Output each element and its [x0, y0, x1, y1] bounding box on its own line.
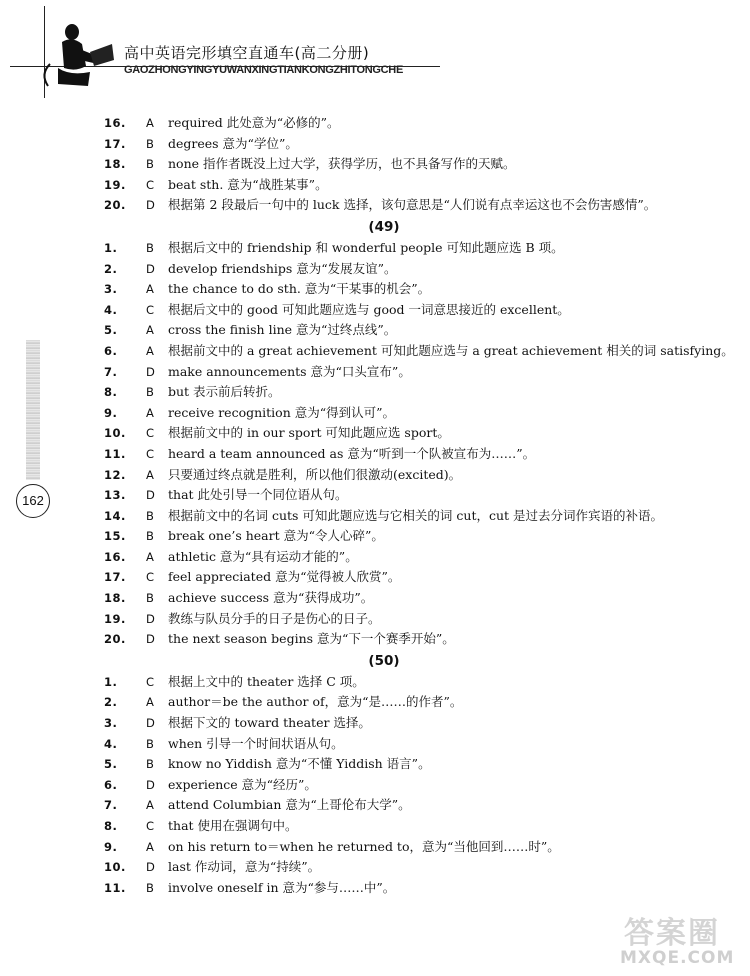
section-heading-50: (50) [368, 652, 400, 669]
answer-number: 3. [104, 282, 118, 297]
answer-explanation: break one’s heart 意为“令人心碎”。 [168, 528, 384, 544]
answer-choice: D [146, 716, 155, 731]
answer-choice: A [146, 798, 154, 813]
answer-row [104, 113, 704, 134]
answer-explanation: that 此处引导一个同位语从句。 [168, 487, 348, 503]
answer-row [104, 154, 704, 175]
answer-explanation: 根据后文中的 good 可知此题应选与 good 一词意思接近的 excellent。 [168, 301, 570, 317]
answer-explanation: the next season begins 意为“下一个赛季开始”。 [168, 631, 455, 647]
answer-explanation: 根据下文的 toward theater 选择。 [168, 715, 371, 731]
reader-silhouette-logo [28, 16, 120, 94]
answer-explanation: beat sth. 意为“战胜某事”。 [168, 176, 328, 192]
answer-number: 19. [104, 611, 126, 626]
answer-explanation: on his return to＝when he returned to，意为“当他回到……时”。 [168, 838, 560, 854]
answer-choice: B [146, 157, 154, 172]
answer-row [104, 754, 704, 775]
answer-number: 9. [104, 839, 118, 854]
page-number: 162 [16, 484, 50, 518]
answer-number: 12. [104, 467, 126, 482]
answer-choice: D [146, 611, 155, 626]
answer-block-50 [104, 672, 704, 899]
answer-choice: A [146, 116, 154, 130]
answer-number: 6. [104, 777, 118, 792]
answer-number: 8. [104, 385, 118, 400]
answer-number: 11. [104, 880, 126, 895]
answer-row [104, 175, 704, 196]
answer-row [104, 713, 704, 734]
answer-choice: A [146, 549, 154, 564]
answer-row [104, 485, 704, 506]
answer-row [104, 857, 704, 878]
answer-choice: A [146, 343, 154, 358]
answer-row [104, 609, 704, 630]
answer-choice: C [146, 302, 155, 317]
answer-explanation: required 此处意为“必修的”。 [168, 115, 340, 130]
answer-number: 1. [104, 674, 118, 689]
answer-number: 9. [104, 405, 118, 420]
answer-explanation: none 指作者既没上过大学，获得学历，也不具备写作的天赋。 [168, 156, 516, 172]
answer-row [104, 734, 704, 755]
answer-explanation: 根据前文中的 a great achievement 可知此题应选与 a great achievement 相关的词 satisfying。 [168, 342, 734, 358]
answer-explanation: 只要通过终点就是胜利，所以他们很激动(excited)。 [168, 466, 462, 482]
answer-explanation: degrees 意为“学位”。 [168, 135, 298, 151]
answer-key-content [104, 113, 734, 898]
answer-choice: B [146, 757, 154, 772]
answer-row [104, 878, 704, 899]
answer-explanation: feel appreciated 意为“觉得被人欣赏”。 [168, 569, 401, 585]
answer-number: 5. [104, 757, 118, 772]
answer-row [104, 382, 704, 403]
answer-explanation: know no Yiddish 意为“不懂 Yiddish 语言”。 [168, 756, 431, 772]
answer-block-49 [104, 238, 734, 650]
answer-explanation: when 引导一个时间状语从句。 [168, 735, 344, 751]
answer-choice: D [146, 488, 155, 503]
watermark-url-text: MXQE.COM [620, 948, 735, 968]
answer-number: 20. [104, 198, 126, 213]
answer-choice: B [146, 385, 154, 400]
answer-number: 6. [104, 343, 118, 358]
answer-row [104, 816, 704, 837]
answer-number: 3. [104, 716, 118, 731]
answer-row [104, 444, 704, 465]
answer-number: 8. [104, 819, 118, 833]
section-heading-49: (49) [368, 218, 400, 235]
answer-explanation: but 表示前后转折。 [168, 384, 281, 400]
answer-choice: B [146, 240, 154, 255]
answer-choice: B [146, 136, 154, 151]
answer-explanation: 根据后文中的 friendship 和 wonderful people 可知此题应选 B 项。 [168, 239, 564, 255]
answer-number: 7. [104, 364, 118, 379]
answer-explanation: cross the finish line 意为“过终点线”。 [168, 322, 397, 338]
answer-row [104, 195, 704, 216]
answer-choice: D [146, 632, 155, 647]
answer-row [104, 238, 704, 259]
answer-choice: C [146, 446, 155, 461]
answer-number: 4. [104, 736, 118, 751]
answer-number: 16. [104, 116, 126, 130]
answer-number: 11. [104, 446, 126, 461]
answer-number: 17. [104, 136, 126, 151]
answer-number: 5. [104, 323, 118, 338]
answer-number: 20. [104, 632, 126, 647]
answer-row [104, 506, 704, 527]
answer-explanation: make announcements 意为“口头宣布”。 [168, 363, 411, 379]
answer-explanation: receive recognition 意为“得到认可”。 [168, 404, 396, 420]
answer-choice: B [146, 736, 154, 751]
answer-row [104, 320, 704, 341]
answer-explanation: achieve success 意为“获得成功”。 [168, 590, 374, 606]
answer-row [104, 465, 704, 486]
answer-choice: A [146, 695, 154, 710]
answer-choice: C [146, 674, 155, 689]
book-title-pinyin: GAOZHONGYINGYUWANXINGTIANKONGZHITONGCHE [124, 64, 403, 76]
answer-explanation: athletic 意为“具有运动才能的”。 [168, 548, 358, 564]
answer-explanation: that 使用在强调句中。 [168, 818, 298, 833]
answer-choice: C [146, 426, 155, 441]
answer-choice: A [146, 323, 154, 338]
answer-choice: A [146, 839, 154, 854]
answer-explanation: involve oneself in 意为“参与……中”。 [168, 879, 396, 895]
binding-edge-strip [26, 340, 40, 480]
answer-choice: D [146, 364, 155, 379]
answer-choice: C [146, 177, 155, 192]
answer-row [104, 547, 704, 568]
answer-row [104, 775, 704, 796]
answer-explanation: last 作动词，意为“持续”。 [168, 859, 321, 875]
answer-row [104, 362, 704, 383]
answer-choice: B [146, 508, 154, 523]
answer-explanation: 根据前文中的名词 cuts 可知此题应选与它相关的词 cut，cut 是过去分词作宾语的补语。 [168, 507, 664, 523]
answer-row [104, 134, 704, 155]
answer-explanation: 根据前文中的 in our sport 可知此题应选 sport。 [168, 425, 450, 441]
answer-explanation: develop friendships 意为“发展友谊”。 [168, 260, 397, 276]
answer-number: 1. [104, 240, 118, 255]
answer-choice: A [146, 405, 154, 420]
answer-number: 14. [104, 508, 126, 523]
answer-row [104, 423, 704, 444]
answer-row [104, 403, 704, 424]
answer-block-previous [104, 113, 704, 216]
answer-explanation: attend Columbian 意为“上哥伦布大学”。 [168, 797, 411, 813]
answer-number: 10. [104, 860, 126, 875]
answer-choice: A [146, 282, 154, 297]
answer-row [104, 795, 704, 816]
answer-explanation: the chance to do sth. 意为“干某事的机会”。 [168, 281, 431, 297]
answer-explanation: 教练与队员分手的日子是伤心的日子。 [168, 610, 381, 626]
answer-row [104, 526, 704, 547]
answer-explanation: experience 意为“经历”。 [168, 776, 317, 792]
answer-choice: C [146, 570, 155, 585]
answer-choice: D [146, 777, 155, 792]
answer-number: 2. [104, 261, 118, 276]
answer-row [104, 588, 704, 609]
answer-row [104, 629, 704, 650]
answer-row [104, 300, 704, 321]
answer-explanation: 根据上文中的 theater 选择 C 项。 [168, 673, 365, 689]
answer-number: 18. [104, 157, 126, 172]
answer-choice: B [146, 880, 154, 895]
answer-number: 17. [104, 570, 126, 585]
answer-number: 19. [104, 177, 126, 192]
answer-number: 2. [104, 695, 118, 710]
answer-choice: C [146, 819, 155, 833]
answer-number: 18. [104, 591, 126, 606]
answer-number: 16. [104, 549, 126, 564]
book-title: 高中英语完形填空直通车(高二分册) [124, 44, 370, 62]
answer-choice: B [146, 591, 154, 606]
answer-choice: D [146, 860, 155, 875]
answer-row [104, 837, 704, 858]
answer-row [104, 259, 704, 280]
answer-explanation: author＝be the author of，意为“是……的作者”。 [168, 694, 463, 710]
watermark-logo-text: 答案圈 [624, 916, 720, 951]
answer-choice: D [146, 198, 155, 213]
answer-row [104, 692, 704, 713]
answer-number: 13. [104, 488, 126, 503]
answer-explanation: heard a team announced as 意为“听到一个队被宣布为……”。 [168, 445, 536, 461]
answer-row [104, 567, 704, 588]
answer-number: 7. [104, 798, 118, 813]
answer-choice: B [146, 529, 154, 544]
answer-number: 15. [104, 529, 126, 544]
answer-row [104, 672, 704, 693]
answer-number: 10. [104, 426, 126, 441]
answer-choice: A [146, 467, 154, 482]
answer-row [104, 341, 734, 362]
answer-number: 4. [104, 302, 118, 317]
answer-row [104, 279, 704, 300]
answer-choice: D [146, 261, 155, 276]
answer-explanation: 根据第 2 段最后一句中的 luck 选择，该句意思是“人们说有点幸运这也不会伤害感情”。 [168, 197, 657, 213]
